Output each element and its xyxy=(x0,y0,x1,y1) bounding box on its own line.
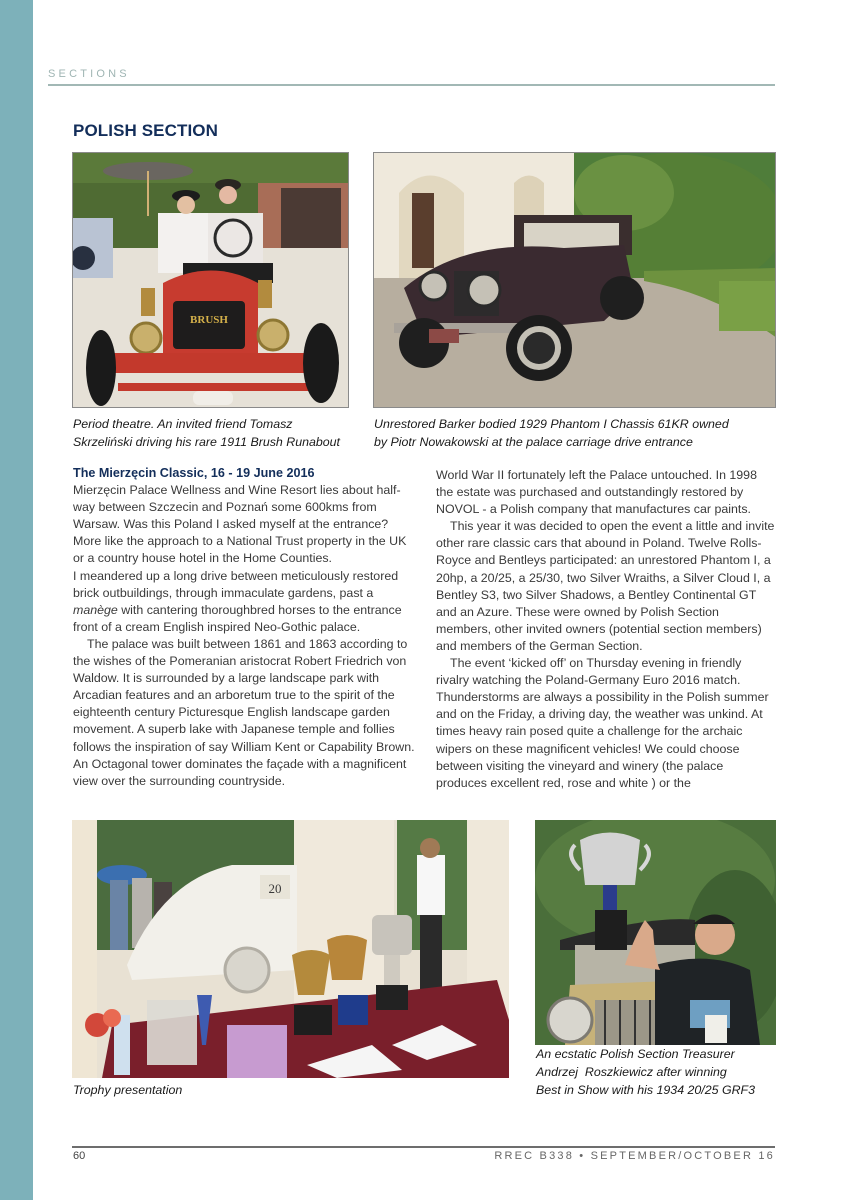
header-rule xyxy=(48,84,775,86)
paragraph: The event ‘kicked off’ on Thursday evening in friendly rivalry watching the Poland-Germany Euro 2016 match. Thunderstorms are always a possibility in the Polish summer and on the Friday, a driving day, the weather was unkind. At times heavy rain posed quite a challenge for the archaic wipers on these magnificent vehicles! We could choose between visiting the vineyard and winery (the palace produces excellent red, rose and white ) or the xyxy=(436,656,769,790)
section-label: SECTIONS xyxy=(48,68,130,80)
paragraph xyxy=(73,568,418,636)
photo-caption-trophy xyxy=(73,1081,373,1099)
article-right-column xyxy=(436,467,776,792)
caption-line: Andrzej Roszkiewicz after winning xyxy=(536,1065,727,1079)
page-title: POLISH SECTION xyxy=(73,121,218,140)
issue-label: RREC B338 • SEPTEMBER/OCTOBER 16 xyxy=(494,1150,775,1162)
article-left-column xyxy=(73,465,418,790)
brush-badge: BRUSH xyxy=(190,314,228,326)
paragraph: World War II fortunately left the Palace untouched. In 1998 the estate was purchased and outstandingly restored by NOVOL - a Polish company that manufactures car paints. xyxy=(436,468,757,517)
photo-caption-phantom xyxy=(374,415,774,451)
photo-caption-brush xyxy=(73,415,363,451)
article-subheading: The Mierzęcin Classic, 16 - 19 June 2016 xyxy=(73,466,315,480)
page-number: 60 xyxy=(73,1150,86,1162)
footer-rule xyxy=(72,1146,775,1148)
paragraph-text: with cantering thoroughbred horses to the entrance front of a cream English inspired Neo-Gothic palace. xyxy=(73,602,402,634)
photo-brush-runabout xyxy=(72,152,349,408)
caption-line: Unrestored Barker bodied 1929 Phantom I Chassis 61KR owned xyxy=(374,417,729,431)
caption-line: Skrzeliński driving his rare 1911 Brush Runabout xyxy=(73,435,340,449)
paragraph: Mierzęcin Palace Wellness and Wine Resort lies about half-way between Szczecin and Poznań some 600kms from Warsaw. Was this Poland I asked myself at the entrance? More like the approach to a National Trust property in the UK or a country house hotel in the Home Counties. xyxy=(73,483,407,566)
paragraph-text: I meandered up a long drive between meticulously restored brick outbuildings, through immaculate gardens, past a xyxy=(73,568,399,600)
photo-caption-treasurer xyxy=(536,1045,781,1099)
paragraph: The palace was built between 1861 and 1863 according to the wishes of the Pomeranian aristocrat Robert Friedrich von Waldow. It is surrounded by a large landscape park with Arcadian features and an arboretum true to the spirit of the eighteenth century Picturesque English landscape garden movement. A superb lake with Japanese temple and follies follows the inspiration of say William Kent or Capability Brown. An Octagonal tower dominates the façade with a magnificent view over the surrounding countryside. xyxy=(73,636,415,788)
photo-treasurer-best-in-show xyxy=(535,820,776,1045)
caption-line: by Piotr Nowakowski at the palace carriage drive entrance xyxy=(374,435,693,449)
caption-line: Trophy presentation xyxy=(73,1083,183,1097)
car-plate: 20 xyxy=(268,881,282,896)
caption-line: Period theatre. An invited friend Tomasz xyxy=(73,417,293,431)
photo-phantom-i xyxy=(373,152,776,408)
caption-line: Best in Show with his 1934 20/25 GRF3 xyxy=(536,1083,756,1097)
paragraph: This year it was decided to open the event a little and invite other rare classic cars that abound in Poland. Twelve Rolls-Royce and Bentleys participated: an unrestored Phantom I, a 20hp, a 20/25, a 25/30, two Silver Wraiths, a Silver Cloud I, a Bentley S3, two Silver Shadows, a Bentley Continental GT and an Azure. These were owned by Polish Section members, other invited owners (potential section members) and members of the German Section. xyxy=(436,519,775,653)
manege-term: manège xyxy=(73,602,118,617)
caption-line: An ecstatic Polish Section Treasurer xyxy=(536,1047,735,1061)
photo-trophy-presentation xyxy=(72,820,509,1078)
sidebar-stripe xyxy=(0,0,33,1200)
